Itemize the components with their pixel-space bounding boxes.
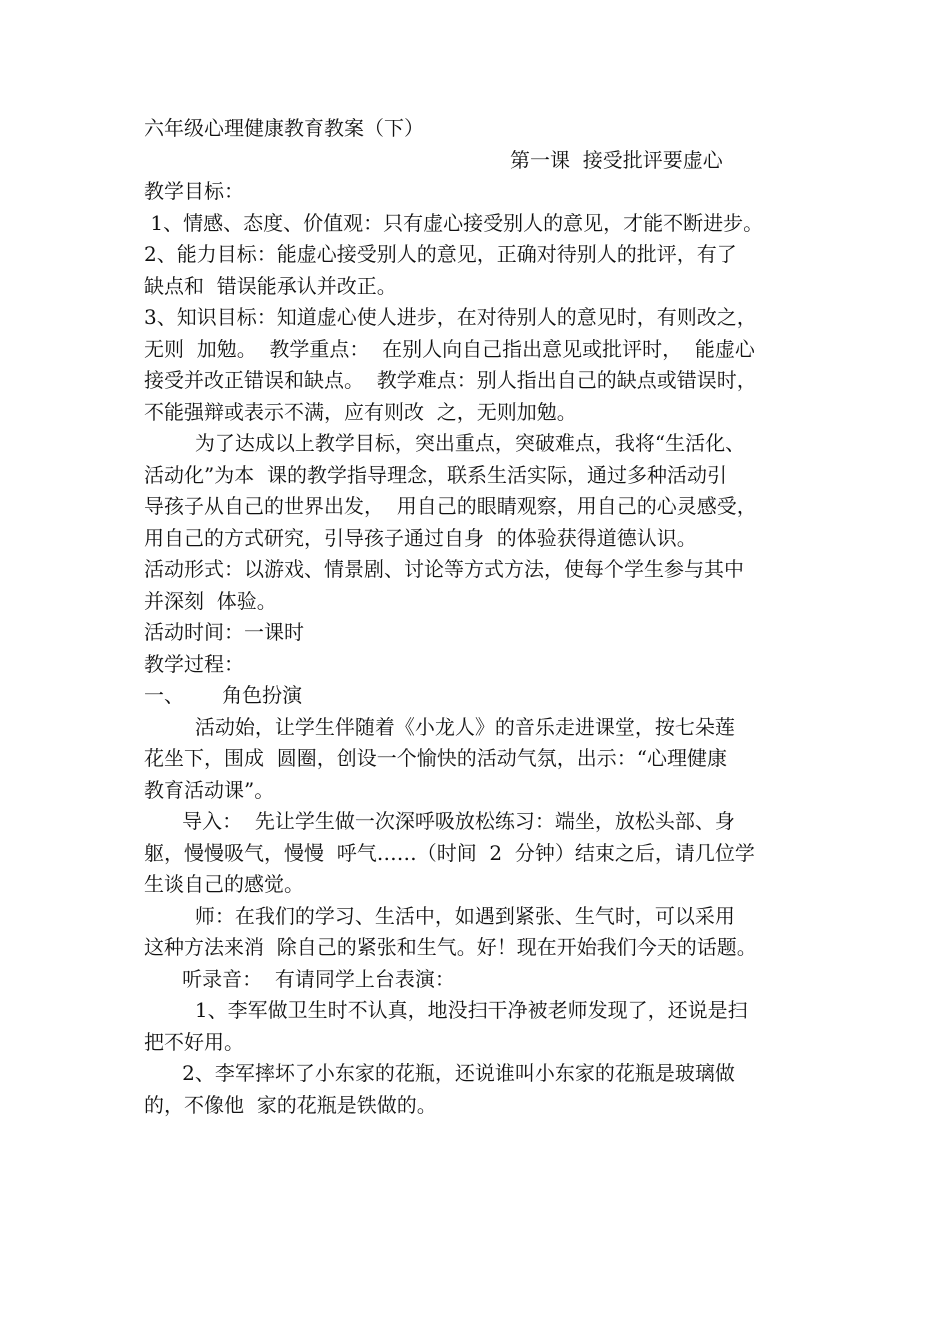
text-line: 活动始，让学生伴随着《小龙人》的音乐走进课堂，按七朵莲 <box>144 714 735 739</box>
text-line: 活动化”为本 课的教学指导理念，联系生活实际，通过多种活动引 <box>144 462 727 487</box>
text-line: 缺点和 错误能承认并改正。 <box>144 273 397 298</box>
text-line: 不能强辩或表示不满，应有则改 之，无则加勉。 <box>144 399 577 424</box>
text-line: 无则 加勉。 教学重点： 在别人向自己指出意见或批评时， 能虚心 <box>144 336 755 361</box>
text-line: 接受并改正错误和缺点。 教学难点：别人指出自己的缺点或错误时， <box>144 368 757 392</box>
text-line: 活动形式：以游戏、情景剧、讨论等方式方法，使每个学生参与其中 <box>144 557 744 581</box>
text-line: 1、李军做卫生时不认真，地没扫干净被老师发现了，还说是扫 <box>144 998 748 1022</box>
text-line: 听录音： 有请同学上台表演： <box>144 966 455 991</box>
objectives-label: 教学目标： <box>144 179 244 203</box>
text-line: 教学过程： <box>144 651 244 676</box>
text-line: 2、李军摔坏了小东家的花瓶，还说谁叫小东家的花瓶是玻璃做 <box>144 1061 735 1085</box>
text-line: 教育活动课”。 <box>144 777 275 802</box>
document-body <box>144 113 808 1121</box>
text-line: 为了达成以上教学目标，突出重点，突破难点，我将“生活化、 <box>144 431 746 455</box>
text-line: 师：在我们的学习、生活中，如遇到紧张、生气时，可以采用 <box>144 903 735 928</box>
text-line: 并深刻 体验。 <box>144 588 277 613</box>
lesson-title: 第一课 接受批评要虚心 <box>510 147 723 172</box>
text-line: 2、能力目标：能虚心接受别人的意见，正确对待别人的批评，有了 <box>144 242 737 266</box>
text-line: 活动时间：一课时 <box>144 620 304 644</box>
text-line: 的，不像他 家的花瓶是铁做的。 <box>144 1092 437 1117</box>
section-heading: 一、 角色扮演 <box>144 683 303 707</box>
text-line: 花坐下，围成 圆圈，创设一个愉快的活动气氛，出示：“心理健康 <box>144 746 727 770</box>
document-title: 六年级心理健康教育教案（下） <box>144 116 424 140</box>
text-line: 3、知识目标：知道虚心使人进步，在对待别人的意见时，有则改之， <box>144 305 757 329</box>
text-line: 这种方法来消 除自己的紧张和生气。好！现在开始我们今天的话题。 <box>144 935 757 959</box>
text-line: 用自己的方式研究，引导孩子通过自身 的体验获得道德认识。 <box>144 525 697 550</box>
text-line: 1、情感、态度、价值观：只有虚心接受别人的意见，才能不断进步。 <box>144 210 764 235</box>
text-line: 把不好用。 <box>144 1029 244 1054</box>
text-line: 躯，慢慢吸气，慢慢 呼气……（时间 2 分钟）结束之后，请几位学 <box>144 840 755 865</box>
text-line: 生谈自己的感觉。 <box>144 872 304 896</box>
text-line: 导孩子从自己的世界出发， 用自己的眼睛观察，用自己的心灵感受， <box>144 494 757 518</box>
text-line: 导入： 先让学生做一次深呼吸放松练习：端坐，放松头部、身 <box>144 809 735 833</box>
